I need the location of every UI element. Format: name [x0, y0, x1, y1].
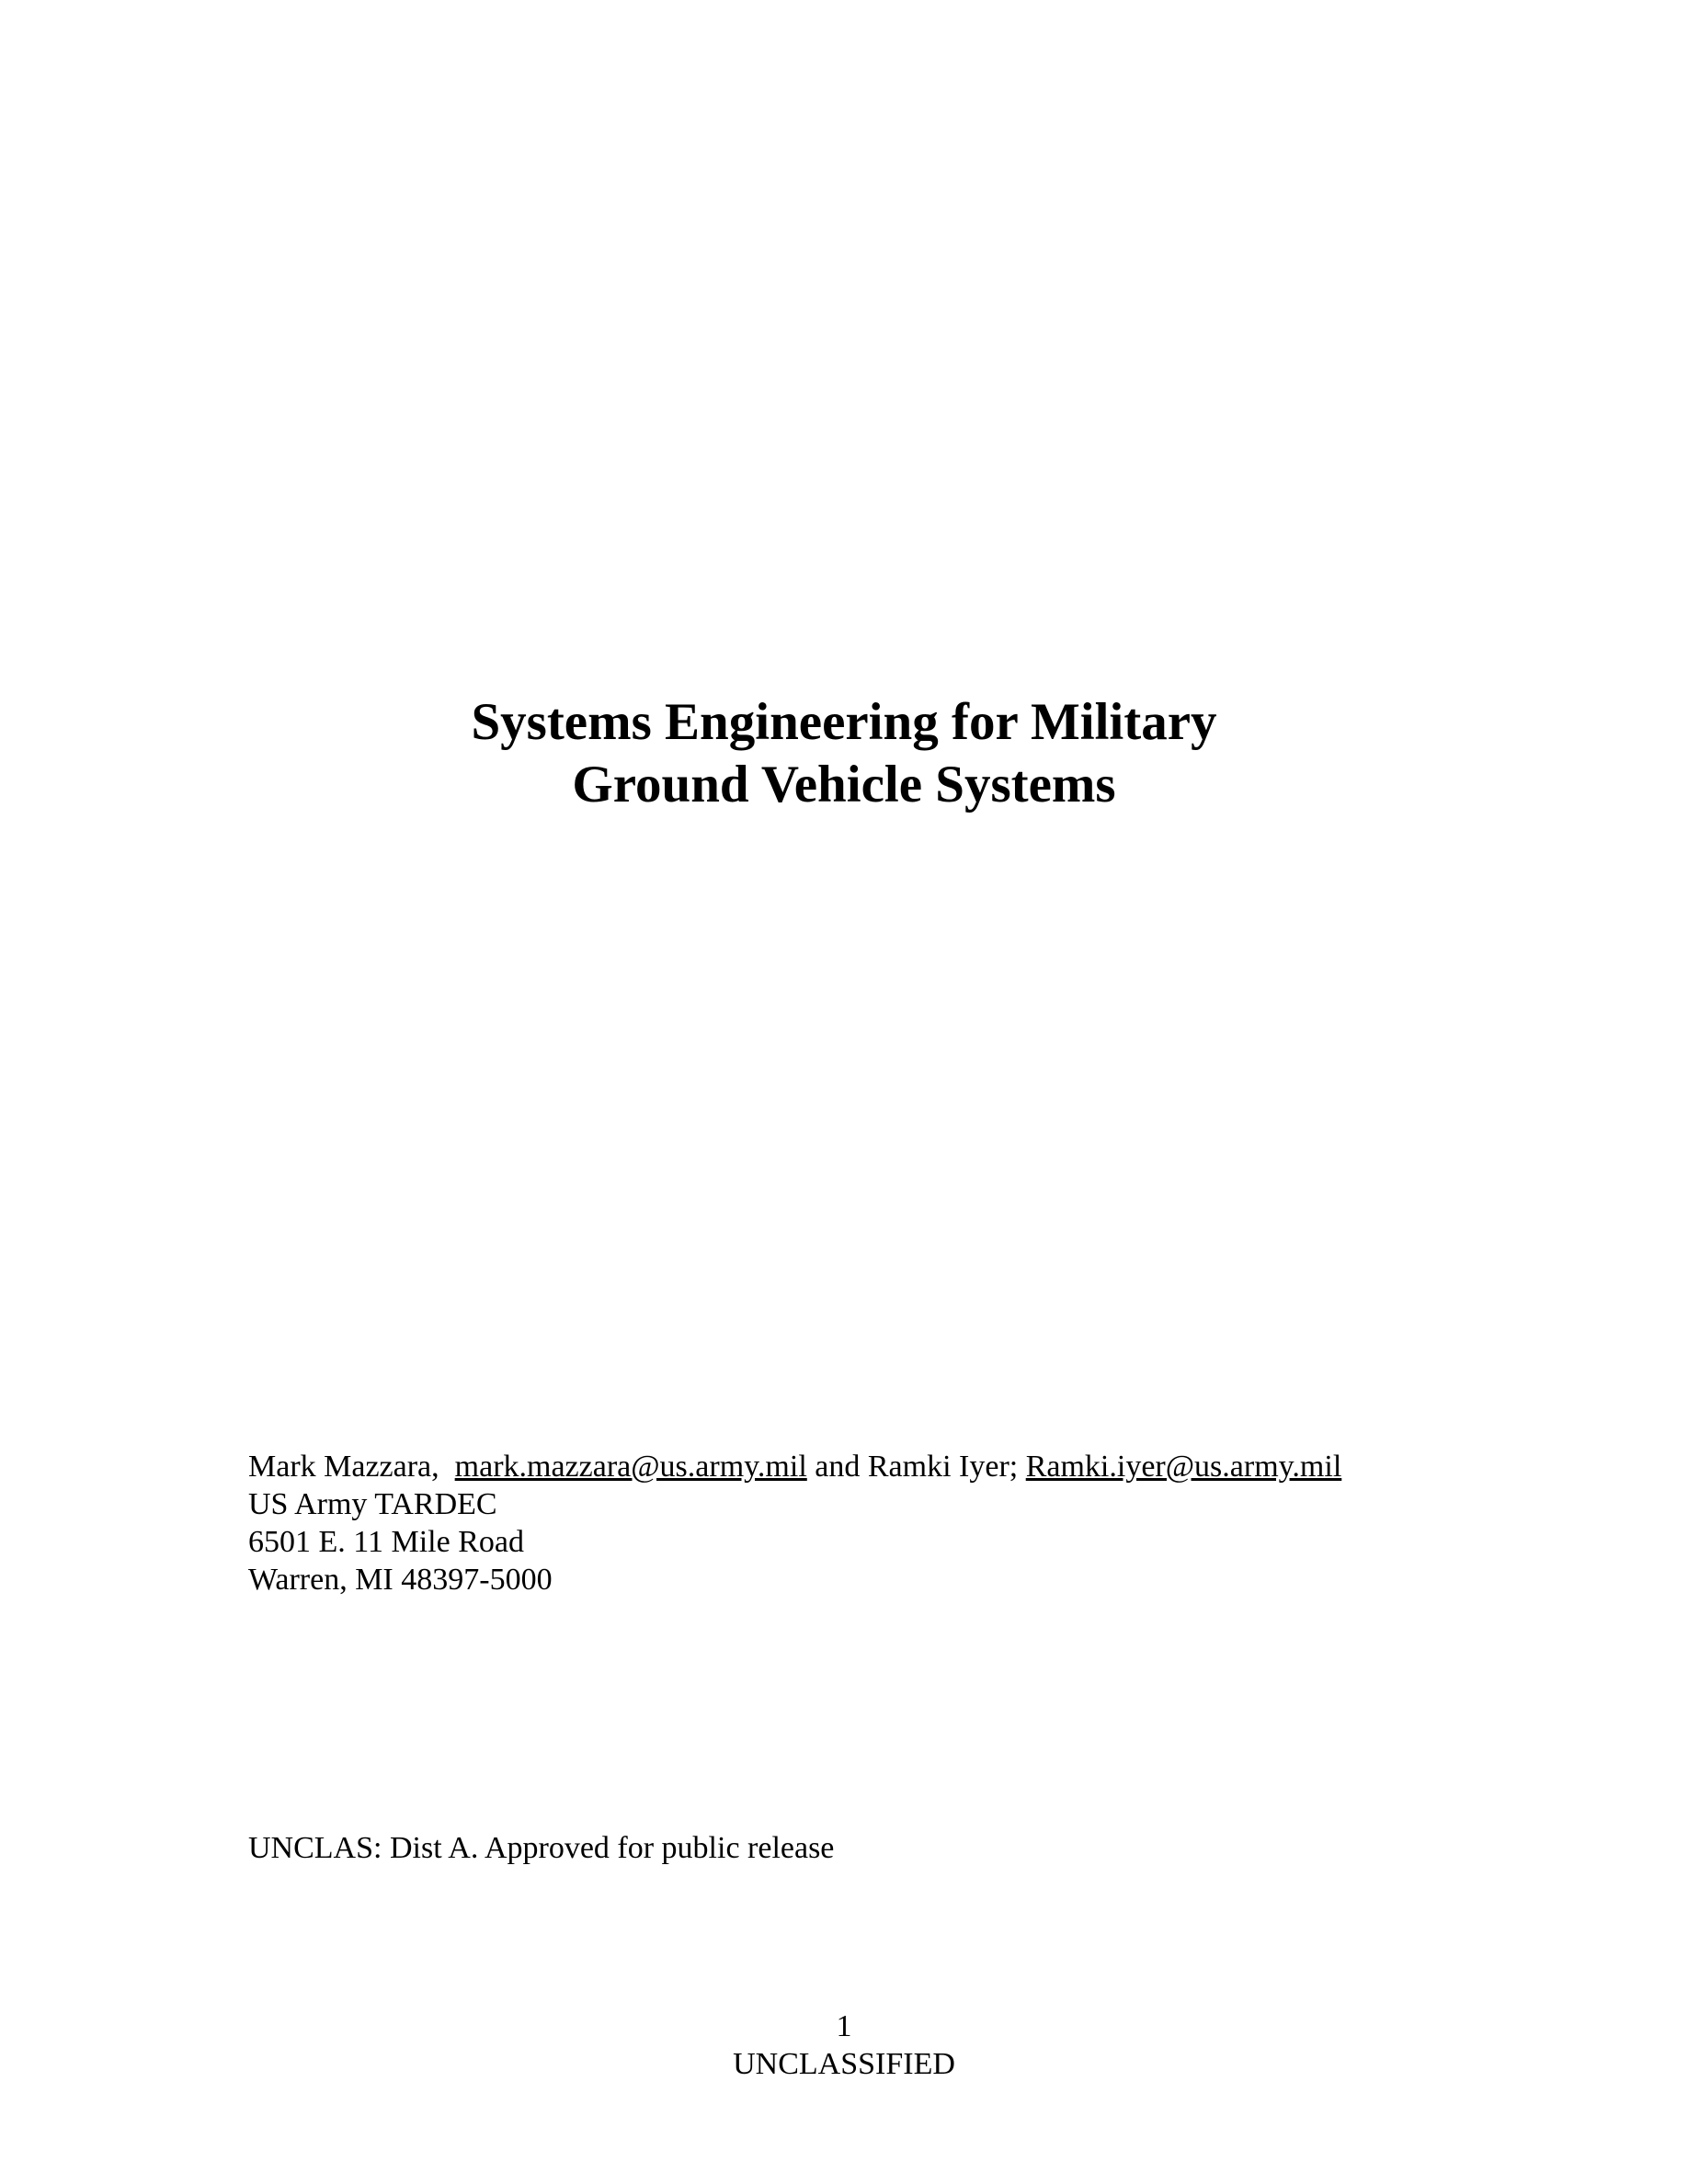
author-conjunction: and Ramki Iyer;	[815, 1450, 1019, 1484]
author1-email-link[interactable]: mark.mazzara@us.army.mil	[454, 1450, 807, 1484]
document-title	[0, 691, 1688, 816]
release-statement: UNCLAS: Dist A. Approved for public release	[248, 1831, 835, 1865]
organization: US Army TARDEC	[248, 1487, 497, 1521]
classification-marking: UNCLASSIFIED	[733, 2047, 955, 2081]
page-number: 1	[836, 2009, 852, 2043]
author-line	[248, 1448, 1341, 1485]
author2-email-link[interactable]: Ramki.iyer@us.army.mil	[1025, 1450, 1342, 1484]
street-address: 6501 E. 11 Mile Road	[248, 1525, 524, 1559]
city-address: Warren, MI 48397-5000	[248, 1563, 553, 1597]
title-line-2: Ground Vehicle Systems	[572, 756, 1116, 813]
title-line-1: Systems Engineering for Military	[471, 693, 1217, 751]
page-footer	[0, 2008, 1688, 2083]
author1-name: Mark Mazzara,	[248, 1450, 439, 1484]
author-block	[248, 1448, 1341, 1598]
